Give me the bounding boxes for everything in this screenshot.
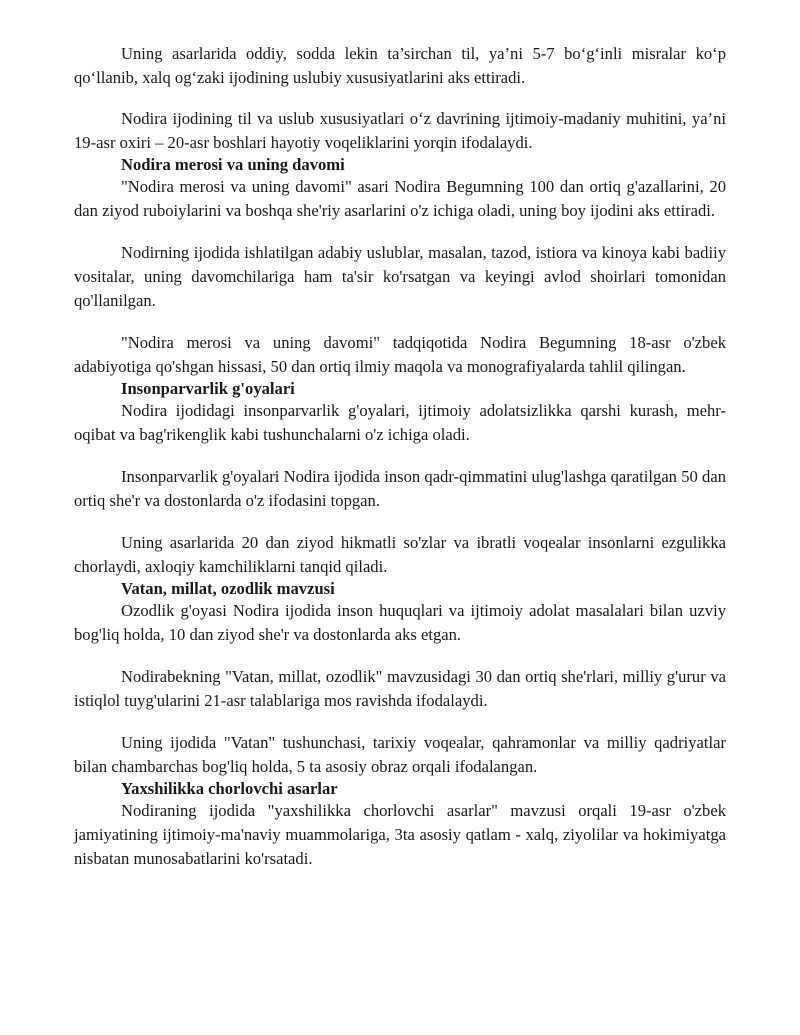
section-heading-insonparvarlik: Insonparvarlik g'oyalari (121, 379, 295, 398)
paragraph-7: Insonparvarlik g'oyalari Nodira ijodida inson qadr-qimmatini ulug'lashga qaratilgan 50 dan ortiq she'r va dostonlarda o'z ifodasini topgan. (74, 467, 726, 510)
paragraph-6: Nodira ijodidagi insonparvarlik g'oyalari, ijtimoiy adolatsizlikka qarshi kurash, mehr-oqibat va bag'rikenglik kabi tushunchalarni o'z ichiga oladi. (74, 401, 726, 444)
paragraph-8: Uning asarlarida 20 dan ziyod hikmatli so'zlar va ibratli voqealar insonlarni ezgulikka chorlaydi, axloqiy kamchiliklarni tanqid qiladi. (74, 533, 726, 576)
section-heading-vatan-millat: Vatan, millat, ozodlik mavzusi (121, 579, 335, 598)
paragraph-1: Uning asarlarida oddiy, sodda lekin ta’sirchan til, ya’ni 5-7 bo‘g‘inli misralar ko‘p qo‘llanib, xalq og‘zaki ijodining uslubiy xususiyatlarini aks ettiradi. (74, 44, 726, 87)
paragraph-10: Nodirabekning "Vatan, millat, ozodlik" mavzusidagi 30 dan ortiq she'rlari, milliy g'urur va istiqlol tuyg'ularini 21-asr talablariga mos ravishda ifodalaydi. (74, 667, 726, 710)
paragraph-12: Nodiraning ijodida "yaxshilikka chorlovchi asarlar" mavzusi orqali 19-asr o'zbek jamiyatining ijtimoiy-ma'naviy muammolariga, 3ta asosiy qatlam - xalq, ziyolilar va hokimiyatga nisbatan munosabatlarini ko'rsatadi. (74, 801, 726, 868)
paragraph-4: Nodirning ijodida ishlatilgan adabiy uslublar, masalan, tazod, istiora va kinoya kabi badiiy vositalar, uning davomchilariga ham ta'sir ko'rsatgan va keyingi avlod shoirlari tomonidan qo'llanilgan. (74, 243, 726, 310)
paragraph-11: Uning ijodida "Vatan" tushunchasi, tarixiy voqealar, qahramonlar va milliy qadriyatlar bilan chambarchas bog'liq holda, 5 ta asosiy obraz orqali ifodalangan. (74, 733, 726, 776)
paragraph-9: Ozodlik g'oyasi Nodira ijodida inson huquqlari va ijtimoiy adolat masalalari bilan uzviy bog'liq holda, 10 dan ziyod she'r va dostonlarda aks etgan. (74, 601, 726, 644)
paragraph-5: "Nodira merosi va uning davomi" tadqiqotida Nodira Begumning 18-asr o'zbek adabiyotiga qo'shgan hissasi, 50 dan ortiq ilmiy maqola va monografiyalarda tahlil qilingan. (74, 333, 726, 376)
paragraph-3: "Nodira merosi va uning davomi" asari Nodira Begumning 100 dan ortiq g'azallarini, 20 dan ziyod ruboiylarini va boshqa she'riy asarlarini o'z ichiga oladi, uning boy ijodini aks ettiradi. (74, 177, 726, 220)
document-page (74, 42, 726, 871)
paragraph-2: Nodira ijodining til va uslub xususiyatlari o‘z davrining ijtimoiy-madaniy muhitini, ya’ni 19-asr oxiri – 20-asr boshlari hayotiy voqeliklarini yorqin ifodalaydi. (74, 109, 726, 152)
section-heading-yaxshilikka: Yaxshilikka chorlovchi asarlar (121, 779, 338, 798)
section-heading-nodira-merosi: Nodira merosi va uning davomi (121, 155, 345, 174)
